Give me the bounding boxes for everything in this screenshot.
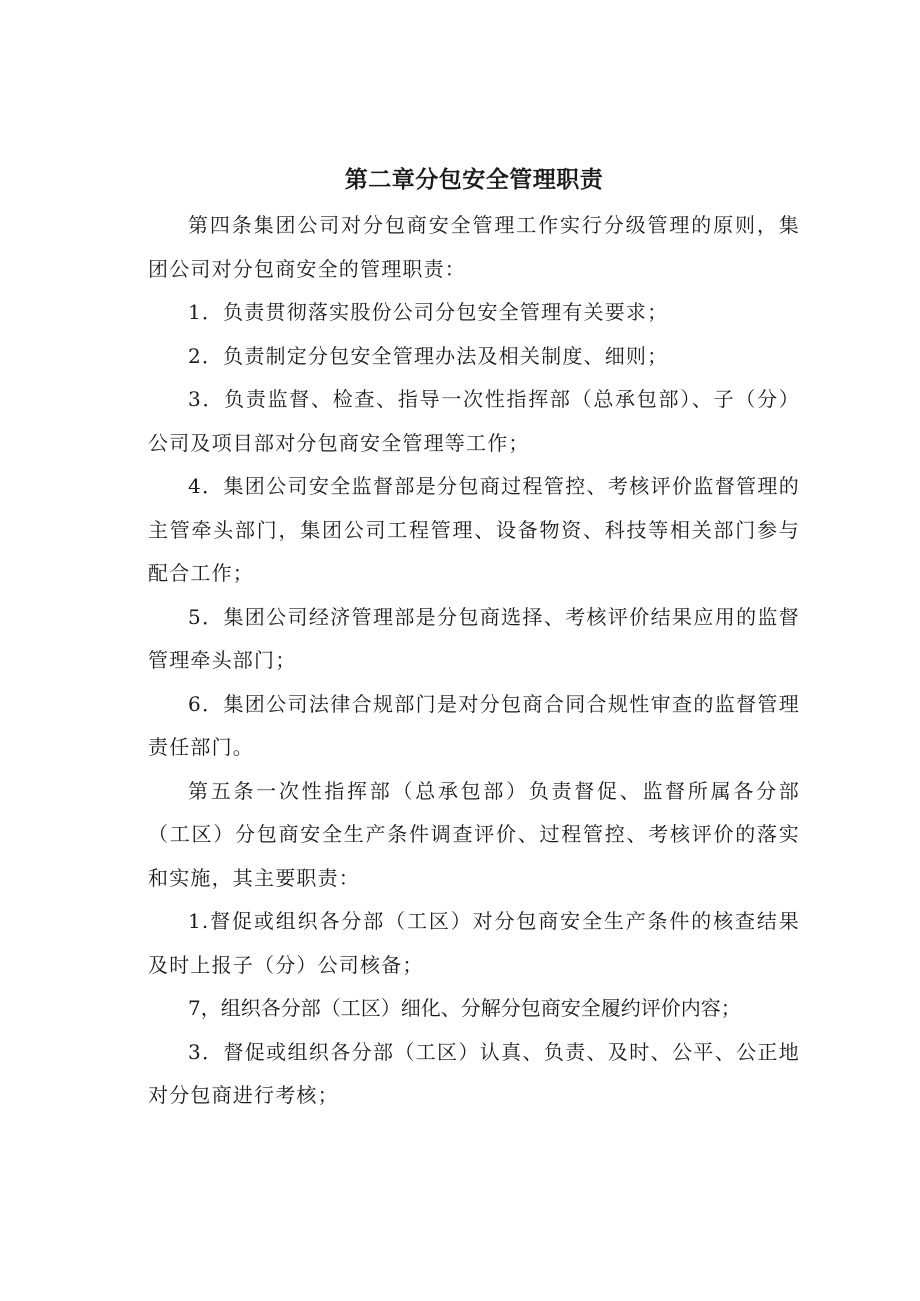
article-4-item-3: 3．负责监督、检查、指导一次性指挥部（总承包部）、子（分）公司及项目部对分包商安全管理等工作；	[148, 387, 800, 455]
article-4-intro: 第四条集团公司对分包商安全管理工作实行分级管理的原则，集团公司对分包商安全的管理职责：	[148, 213, 800, 281]
article-4-item-1: 1．负责贯彻落实股份公司分包安全管理有关要求；	[188, 300, 669, 324]
article-4-item-5: 5．集团公司经济管理部是分包商选择、考核评价结果应用的监督管理牵头部门；	[148, 604, 800, 672]
article-4-item-2: 2．负责制定分包安全管理办法及相关制度、细则；	[188, 343, 669, 368]
article-5-intro: 第五条一次性指挥部（总承包部）负责督促、监督所属各分部（工区）分包商安全生产条件调查评价、过程管控、考核评价的落实和实施，其主要职责：	[148, 778, 800, 890]
article-5-item-2: 7，组织各分部（工区）细化、分解分包商安全履约评价内容；	[188, 996, 741, 1020]
article-5-item-1: 1.督促或组织各分部（工区）对分包商安全生产条件的核查结果及时上报子（分）公司核备；	[148, 909, 800, 977]
article-5-item-3: 3．督促或组织各分部（工区）认真、负责、及时、公平、公正地对分包商进行考核；	[148, 1039, 800, 1107]
article-4-item-6: 6．集团公司法律合规部门是对分包商合同合规性审查的监督管理责任部门。	[148, 691, 800, 759]
article-4-item-4: 4．集团公司安全监督部是分包商过程管控、考核评价监督管理的主管牵头部门，集团公司工程管理、设备物资、科技等相关部门参与配合工作；	[148, 474, 800, 585]
chapter-title: 第二章分包安全管理职责	[344, 167, 604, 193]
document-page	[148, 160, 800, 1118]
